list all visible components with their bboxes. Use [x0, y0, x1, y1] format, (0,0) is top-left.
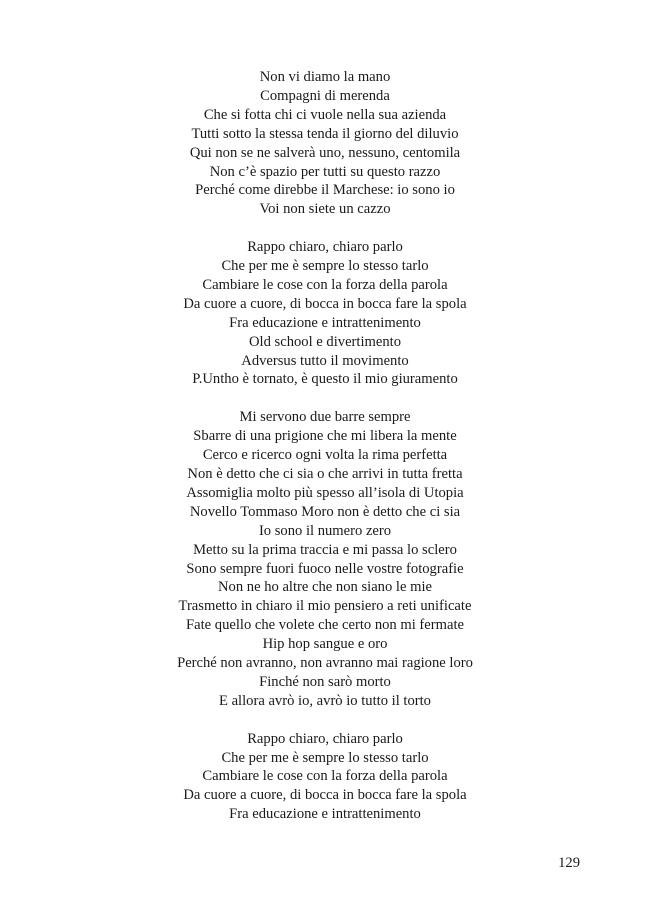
verse-line: Metto su la prima traccia e mi passa lo sclero [193, 541, 457, 558]
verse-line: Che si fotta chi ci vuole nella sua azienda [203, 106, 447, 123]
verse-line: E allora avrò io, avrò io tutto il torto [219, 692, 431, 709]
stanza-3 [0, 408, 650, 711]
poem-text [0, 68, 650, 843]
verse-line: Non c’è spazio per tutti su questo razzo [209, 163, 441, 180]
page-number: 129 [558, 855, 580, 871]
verse-line: Fra educazione e intrattenimento [229, 314, 421, 331]
verse-line: Mi servono due barre sempre [239, 409, 411, 426]
verse-line: Old school e divertimento [249, 333, 401, 350]
verse-line: Da cuore a cuore, di bocca in bocca fare la spola [183, 295, 467, 312]
verse-line: Che per me è sempre lo stesso tarlo [221, 258, 429, 275]
verse-line: Io sono il numero zero [258, 522, 392, 539]
verse-line: Voi non siete un cazzo [259, 201, 391, 218]
verse-line: Assomiglia molto più spesso all’isola di Utopia [186, 484, 464, 501]
verse-line: Qui non se ne salverà uno, nessuno, centomila [189, 144, 461, 161]
verse-line: Sbarre di una prigione che mi libera la mente [193, 428, 457, 445]
verse-line: Non è detto che ci sia o che arrivi in tutta fretta [187, 466, 463, 482]
verse-line: Rappo chiaro, chiaro parlo [247, 239, 403, 256]
verse-line: Perché come direbbe il Marchese: io sono io [195, 182, 455, 199]
verse-line: Compagni di merenda [260, 87, 390, 104]
verse-line: Perché non avranno, non avranno mai ragione loro [177, 655, 473, 672]
verse-line: Tutti sotto la stessa tenda il giorno del diluvio [191, 125, 459, 142]
verse-line: Cambiare le cose con la forza della parola [202, 768, 448, 785]
verse-line: Fra educazione e intrattenimento [229, 806, 421, 823]
verse-line: Non vi diamo la mano [259, 69, 391, 85]
verse-line: Non ne ho altre che non siano le mie [218, 579, 432, 596]
stanza-4 [0, 730, 650, 825]
verse-line: Cerco e ricerco ogni volta la rima perfetta [202, 447, 448, 464]
verse-line: Adversus tutto il movimento [241, 352, 409, 369]
verse-line: Da cuore a cuore, di bocca in bocca fare la spola [183, 787, 467, 804]
verse-line: Finché non sarò morto [259, 673, 391, 690]
verse-line: Fate quello che volete che certo non mi fermate [186, 617, 464, 634]
verse-line: Rappo chiaro, chiaro parlo [247, 730, 403, 747]
verse-line: P.Untho è tornato, è questo il mio giuramento [192, 371, 458, 388]
verse-line: Che per me è sempre lo stesso tarlo [221, 749, 429, 766]
verse-line: Trasmetto in chiaro il mio pensiero a reti unificate [178, 598, 472, 615]
verse-line: Cambiare le cose con la forza della parola [202, 276, 448, 293]
verse-line: Hip hop sangue e oro [262, 636, 388, 653]
verse-line: Sono sempre fuori fuoco nelle vostre fotografie [186, 560, 464, 577]
stanza-1 [0, 68, 650, 219]
verse-line: Novello Tommaso Moro non è detto che ci sia [189, 503, 461, 520]
stanza-2 [0, 238, 650, 389]
